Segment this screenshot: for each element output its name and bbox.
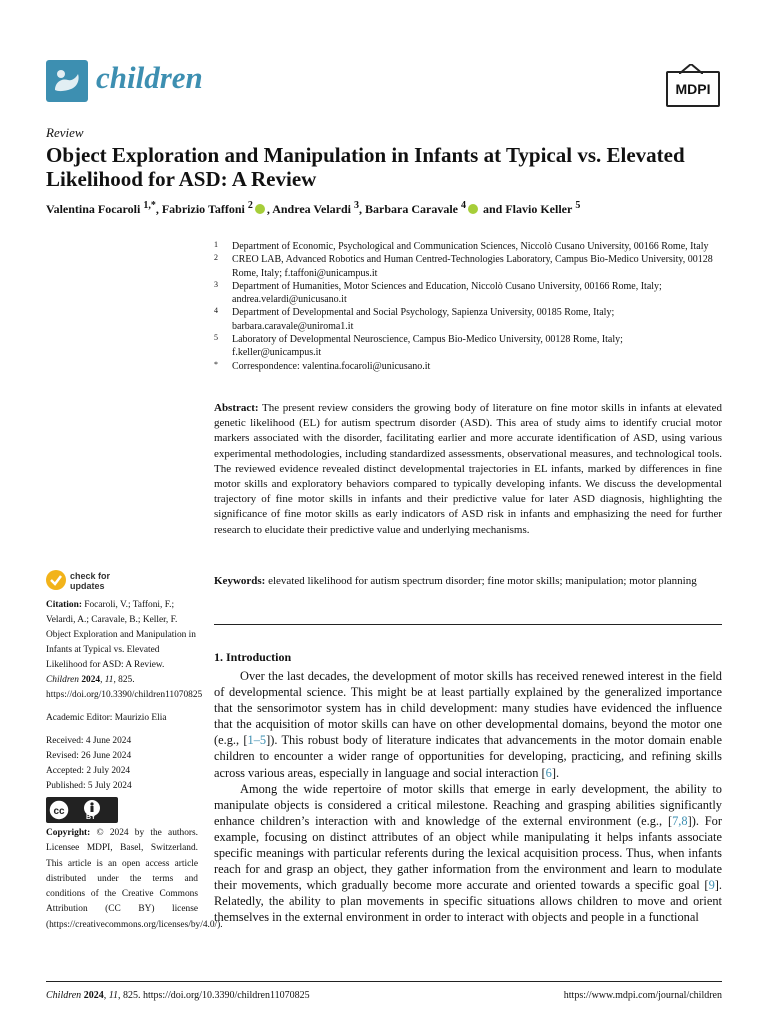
check-for-updates-button[interactable]: check for updates xyxy=(70,571,111,591)
paragraph: Among the wide repertoire of motor skills that emerge in early development, the ability to manipulate objects is considered a critical milestone. Reaching and grasping abilities significantly enhance children’s interaction with and knowledge of the external environment (e.g., [7,8]). For example, focusing on distinct attributes of an object while manipulating it helps infants associate specific meanings with particular referents during the lexical acquisition process. Thus, when infants reach for and grasp an object, they gather information from the environment and learn to modulate their movements, which gradually become more accurate and oriented towards a specific goal [9]. Relatedly, the ability to plan movements in specific situations allows children to move and orient themselves in the external environment in order to interact with objects and people in a functional xyxy=(214,781,722,925)
correspondence: * Correspondence: valentina.focaroli@unicusano.it xyxy=(214,359,431,372)
abstract-text: The present review considers the growing body of literature on fine motor skills in infants at elevated genetic likelihood (EL) for autism spectrum disorder (ASD). This area of study aims to identify crucial motor markers associated with the disorder, facilitating earlier and more accurate identification of ASD, using various experimental methodologies, including standardized assessments, observational measures, and technological tools. The reviewed evidence revealed distinct developmental trajectories in EL infants, marked by differences in fine motor skills and exploratory behaviors compared to typically developing infants. We discuss the developmental trajectory of fine motor skills in infants and their predictive value for later ASD diagnosis, highlighting the significance of fine motor skills as early indicators of ASD risk in infants and emphasizing the need for further research to elucidate their predictive value and underlying mechanisms. xyxy=(214,402,723,536)
check-for-updates-icon[interactable] xyxy=(46,570,66,590)
cc-by-license-icon[interactable] xyxy=(46,797,118,823)
citation-link[interactable]: 7,8 xyxy=(672,813,688,828)
affiliation-item: 2 CREO LAB, Advanced Robotics and Human Centred-Technologies Laboratory, Campus Bio-Medico University, 00128 Rome, Italy; f.taffoni@unicampus.it xyxy=(214,253,713,279)
affiliations xyxy=(214,240,714,373)
article-title: Object Exploration and Manipulation in Infants at Typical vs. Elevated Likelihood for ASD: A Review xyxy=(46,143,685,191)
author-affiliation-mark: 2 xyxy=(247,200,253,211)
author-name: Andrea Velardi xyxy=(272,202,351,216)
author-affiliation-mark: 3 xyxy=(354,200,359,211)
author-name: Flavio Keller xyxy=(505,202,573,216)
article-type: Review xyxy=(46,125,84,140)
affiliation-item: 5 Laboratory of Developmental Neuroscience, Campus Bio-Medico University, 00128 Rome, Italy; f.keller@unicampus.it xyxy=(214,333,623,359)
journal-name: children xyxy=(96,60,203,95)
affiliation-item: 4 Department of Developmental and Social Psychology, Sapienza University, 00185 Rome, Italy; barbara.caravale@uniroma1.it xyxy=(214,306,615,332)
abstract xyxy=(214,401,722,538)
orcid-icon[interactable] xyxy=(255,204,265,214)
abstract-label: Abstract: xyxy=(214,402,259,414)
author-name: Barbara Caravale xyxy=(365,202,458,216)
author-list: Valentina Focaroli $^{1,*}$, Fabrizio Taffoni $^2$ , Andrea Velardi $^3$, Barbara Caravale $^4$ and Flavio Keller $^5$ xyxy=(46,200,581,216)
date-received: Received: 4 June 2024 xyxy=(46,736,132,746)
publisher-logo: MDPI xyxy=(666,71,720,107)
author-affiliation-mark: 4 xyxy=(460,200,466,211)
keywords xyxy=(214,574,722,589)
author-affiliation-mark: 1,* xyxy=(143,200,156,211)
author-affiliation-mark: 5 xyxy=(575,200,581,211)
paragraph: Over the last decades, the development of motor skills has received renewed interest in the field of developmental science. This might be at least partially explained by the generalized importance that the sensorimotor system has in child development: many studies have evidenced the influence that the acquisition of motor skills can have on other developmental domains, beyond the motor one (e.g., [1–5]). This robust body of literature indicates that advancements in the motor domain enable children to encounter a wider range of opportunities for developing, practicing, and refining skills across various areas, especially in language and social interaction [6]. xyxy=(214,669,723,780)
date-published: Published: 5 July 2024 xyxy=(46,781,132,791)
footer-divider xyxy=(46,981,722,982)
citation: Citation: Focaroli, V.; Taffoni, F.; Velardi, A.; Caravale, B.; Keller, F. Object Exploration and Manipulation in Infants at Typical vs. Elevated Likelihood for ASD: A Review. Children 2024, 11, 825. https://doi.org/10.3390/children11070825 xyxy=(46,600,203,700)
author-name: Fabrizio Taffoni xyxy=(161,202,245,216)
section-divider xyxy=(214,624,722,625)
svg-text:cc: cc xyxy=(53,806,65,817)
cc-by-label: BY xyxy=(86,814,96,821)
keywords-text: elevated likelihood for autism spectrum disorder; fine motor skills; manipulation; motor planning xyxy=(268,575,697,587)
journal-logo-icon xyxy=(46,60,88,102)
keywords-label: Keywords: xyxy=(214,575,266,587)
citation-link[interactable]: 1–5 xyxy=(247,733,267,748)
academic-editor: Academic Editor: Maurizio Elia xyxy=(46,713,167,723)
date-revised: Revised: 26 June 2024 xyxy=(46,751,132,761)
copyright-notice: Copyright: © 2024 by the authors. Licensee MDPI, Basel, Switzerland. This article is an open access article distributed under the terms and conditions of the Creative Commons Attribution (CC BY) license (https://creativecommons.org/licenses/by/4.0/). xyxy=(46,828,223,930)
affiliation-item: 3 Department of Humanities, Motor Sciences and Education, Niccolò Cusano University, 00166 Rome, Italy; andrea.velardi@unicusano.it xyxy=(214,279,662,306)
date-accepted: Accepted: 2 July 2024 xyxy=(46,766,131,776)
citation-link[interactable]: 6 xyxy=(545,765,552,780)
author-name: Valentina Focaroli xyxy=(46,202,141,216)
footer-journal-url[interactable]: https://www.mdpi.com/journal/children xyxy=(563,990,722,1001)
orcid-icon[interactable] xyxy=(468,204,478,214)
footer-citation: Children 2024, 11, 825. https://doi.org/10.3390/children11070825 xyxy=(46,990,310,1001)
body-text xyxy=(214,668,722,926)
section-heading: 1. Introduction xyxy=(214,650,292,664)
citation-link[interactable]: 9 xyxy=(708,878,715,893)
article-info-sidebar xyxy=(46,598,203,794)
affiliation-item: 1 Department of Economic, Psychological and Communication Sciences, Niccolò Cusano University, 00166 Rome, Italy xyxy=(214,240,709,252)
